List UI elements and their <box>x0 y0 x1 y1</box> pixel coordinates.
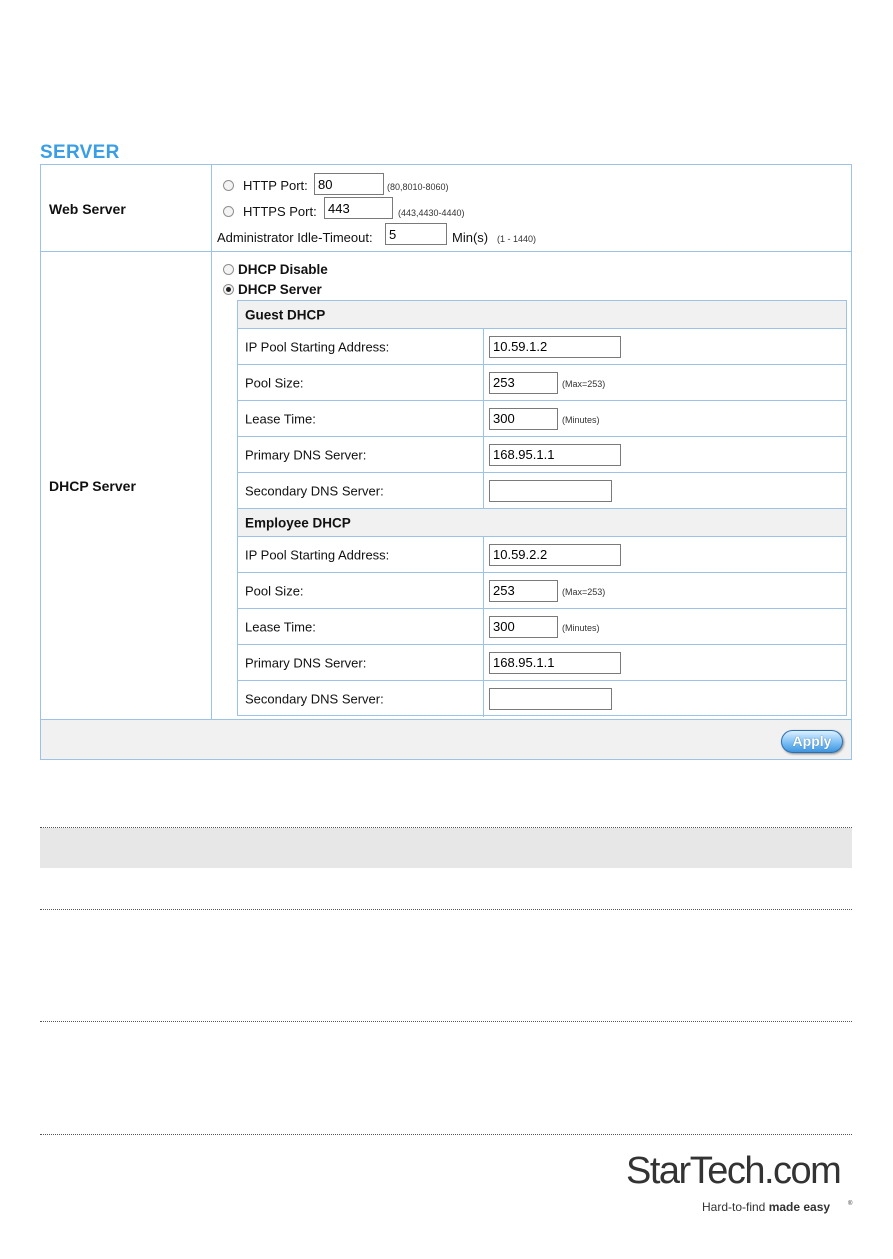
http-port-radio[interactable] <box>223 180 234 191</box>
http-port-hint: (80,8010-8060) <box>387 182 449 192</box>
idle-timeout-label: Administrator Idle-Timeout: <box>217 230 373 245</box>
employee-pool-size-hint: (Max=253) <box>562 586 606 597</box>
employee-secondary-dns-input[interactable] <box>489 688 612 710</box>
https-port-input[interactable] <box>324 197 393 219</box>
dhcp-server-label-cell <box>41 252 212 719</box>
logo-wordmark: StarTech.com <box>626 1150 841 1192</box>
dhcp-server-radio[interactable] <box>223 284 234 295</box>
employee-secondary-dns-row <box>238 681 846 717</box>
dhcp-disable-radio[interactable] <box>223 264 234 275</box>
employee-secondary-dns-label: Secondary DNS Server: <box>245 691 384 707</box>
idle-timeout-hint: (1 - 1440) <box>497 234 537 244</box>
employee-lease-time-input[interactable] <box>489 616 558 638</box>
dhcp-server-label: DHCP Server <box>49 478 136 494</box>
guest-pool-size-label: Pool Size: <box>245 375 304 390</box>
employee-pool-size-row <box>238 573 846 609</box>
apply-button[interactable]: Apply <box>781 730 843 753</box>
guest-primary-dns-label: Primary DNS Server: <box>245 447 367 462</box>
logo-tagline: Hard-to-find made easy <box>702 1200 831 1214</box>
employee-lease-time-row <box>238 609 846 645</box>
server-settings-panel <box>40 164 852 760</box>
guest-ip-pool-row <box>238 329 846 365</box>
divider-line <box>40 909 852 910</box>
section-title: SERVER <box>40 142 120 163</box>
employee-lease-time-hint: (Minutes) <box>562 622 600 633</box>
dhcp-server-option-label: DHCP Server <box>238 282 322 297</box>
employee-primary-dns-row <box>238 645 846 681</box>
employee-pool-size-label: Pool Size: <box>245 583 304 598</box>
dhcp-settings-table <box>237 300 847 716</box>
web-server-label-cell <box>41 165 212 251</box>
guest-pool-size-row <box>238 365 846 401</box>
https-port-label: HTTPS Port: <box>243 204 317 219</box>
idle-timeout-unit: Min(s) <box>452 230 489 245</box>
guest-pool-size-hint: (Max=253) <box>562 378 606 389</box>
guest-pool-size-input[interactable] <box>489 372 558 394</box>
idle-timeout-input[interactable] <box>385 223 447 245</box>
guest-lease-time-label: Lease Time: <box>245 411 316 426</box>
employee-dhcp-header <box>238 509 846 537</box>
web-server-label: Web Server <box>49 201 126 217</box>
table-header-band <box>40 828 852 868</box>
guest-dhcp-title: Guest DHCP <box>245 307 326 322</box>
employee-ip-pool-input[interactable] <box>489 544 621 566</box>
https-port-radio[interactable] <box>223 206 234 217</box>
employee-pool-size-input[interactable] <box>489 580 558 602</box>
guest-secondary-dns-row <box>238 473 846 509</box>
guest-secondary-dns-input[interactable] <box>489 480 612 502</box>
guest-lease-time-input[interactable] <box>489 408 558 430</box>
apply-row <box>41 720 851 759</box>
logo-registered-mark: ® <box>848 1201 853 1207</box>
divider-line <box>40 1134 852 1135</box>
dhcp-disable-label: DHCP Disable <box>238 262 328 277</box>
https-port-hint: (443,4430-4440) <box>398 208 465 218</box>
employee-dhcp-title: Employee DHCP <box>245 515 351 530</box>
employee-primary-dns-input[interactable] <box>489 652 621 674</box>
employee-ip-pool-row <box>238 537 846 573</box>
guest-ip-pool-label: IP Pool Starting Address: <box>245 339 390 354</box>
guest-primary-dns-input[interactable] <box>489 444 621 466</box>
employee-lease-time-label: Lease Time: <box>245 619 316 634</box>
web-server-row <box>41 165 851 252</box>
guest-dhcp-header <box>238 301 846 329</box>
guest-ip-pool-input[interactable] <box>489 336 621 358</box>
guest-primary-dns-row <box>238 437 846 473</box>
guest-lease-time-row <box>238 401 846 437</box>
divider-line <box>40 1021 852 1022</box>
employee-primary-dns-label: Primary DNS Server: <box>245 655 367 670</box>
http-port-label: HTTP Port: <box>243 178 308 193</box>
guest-lease-time-hint: (Minutes) <box>562 414 600 425</box>
startech-logo <box>626 1150 856 1220</box>
http-port-input[interactable] <box>314 173 384 195</box>
guest-secondary-dns-label: Secondary DNS Server: <box>245 483 384 498</box>
dhcp-server-row <box>41 252 851 720</box>
employee-ip-pool-label: IP Pool Starting Address: <box>245 547 390 562</box>
